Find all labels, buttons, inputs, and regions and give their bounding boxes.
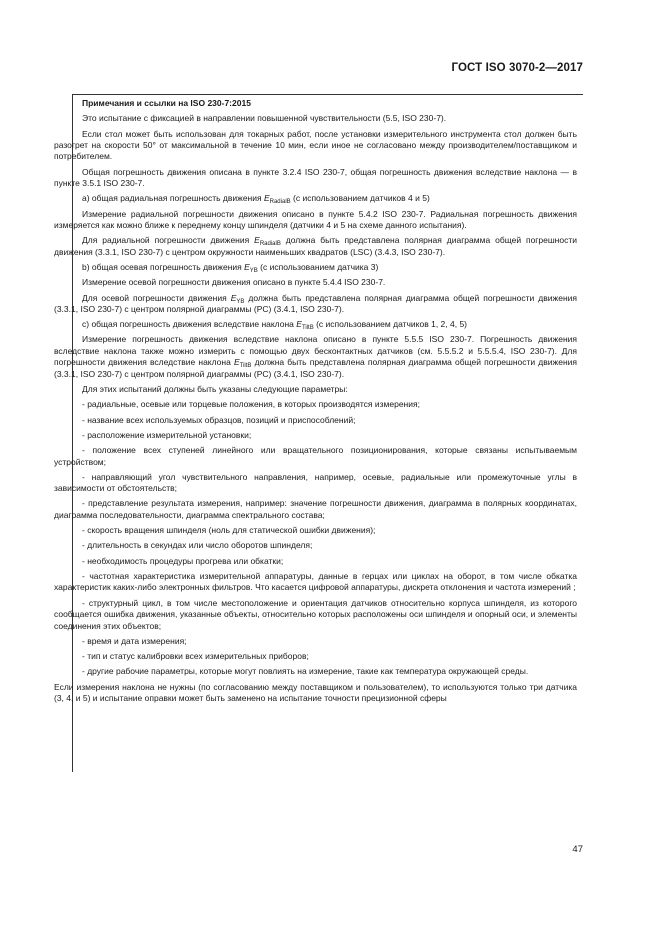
list-item: - частотная характеристика измерительной аппаратуры, данные в герцах или циклах на оборот, в том числе обкатка характеристик каких-либо электронных фильтров. Что касается цифровой аппаратуры, дискрета отклонения и частота измерений ; [54,570,577,593]
paragraph-radial-measure: Измерение радиальной погрешности движения описано в пункте 5.4.2 ISO 230-7. Радиальная погрешность движения измеряется как можно ближе к переднему концу шпинделя (датчики 4 и 5 на схеме данного испытания). [54,208,577,231]
list-item: - другие рабочие параметры, которые могут повлиять на измерение, такие как температура окружающей среды. [82,666,529,677]
notes-title: Примечания и ссылки на ISO 230-7:2015 [82,98,251,108]
list-item: - время и дата измерения; [82,635,187,646]
list-item: - направляющий угол чувствительного направления, например, осевые, радиальные или промежуточные углы в зависимости от обстоятельств; [54,471,577,494]
paragraph-warmup: Если стол может быть использован для токарных работ, после установки измерительного инструмента стол должен быть разогрет на скорости 50° от максимальной в течение 10 мин, если иное не согласовано между производителем/поставщиком и потребителем. [54,128,577,162]
list-item: - положение всех ступеней линейного или вращательного позиционирования, которые связаны испытываемым устройством; [54,445,577,467]
paragraph-tilt-optional: Если измерения наклона не нужны (по согласованию между поставщиком и пользователем), то используются только три датчика (3, 4, и 5) и испытание оправки может быть заменено на испытание точности прецизионной сферы [54,681,577,703]
list-item: - структурный цикл, в том числе местоположение и ориентация датчиков относительно корпуса шпинделя, из которого сообщается ошибка движения, указанные объекты, относительно которых расположены оси шпинделя и опорный оси, и элементы соединения этих объектов; [54,597,577,631]
list-item: - радиальные, осевые или торцевые положения, в которых производятся измерения; [82,399,420,410]
list-item: - необходимость процедуры прогрева или обкатки; [82,555,284,566]
paragraph-axial-heading: b) общая осевая погрешность движения $E_{YB}$ (с использованием датчика 3) [82,262,379,275]
paragraph-tilt-measure: Измерение погрешность движения вследствие наклона описано в пункте 5.5.5 ISO 230-7. Погрешность движения вследствие наклона также можно измерить с помощью двух бесконтактных датчиков (см. 5.5.5.2 и 5.5.5.4, ISO 230-7). Для погрешности движения вследствие наклона $E_{TiltB}$ должна быть представлена полярная диаграмма общей погрешности движения (3.3.1, ISO 230-7) с центром полярной диаграммы (PC) (3.4.1, ISO 230-7). [54,334,577,379]
paragraph-tilt-heading: c) общая погрешность движения вследствие наклона $E_{TiltB}$ (с использованием датчиков 1, 2, 4, 5) [82,319,468,332]
page-number: 47 [572,844,583,855]
list-item: - расположение измерительной установки; [82,429,252,440]
list-item: - название всех используемых образцов, позиций и приспособлений; [82,414,356,425]
paragraph-axial-measure: Измерение осевой погрешности движения описано в пункте 5.4.4 ISO 230-7. [82,277,386,288]
paragraph-axial-diagram: Для осевой погрешности движения $E_{YB}$ должна быть представлена полярная диаграмма общей погрешности движения (3.3.1, ISO 230-7) с центром полярной диаграммы (PC) (3.4.1, ISO 230-7). [54,292,577,314]
paragraph-fixation: Это испытание с фиксацией в направлении повышенной чувствительности (5.5, ISO 230-7). [82,113,447,124]
paragraph-radial-heading: а) общая радиальная погрешность движения $E_{RadialB}$ (с использованием датчиков 4 и 5) [82,193,430,206]
paragraph-total-error: Общая погрешность движения описана в пункте 3.2.4 ISO 230-7, общая погрешность движения вследствие наклона — в пункте 3.5.1 ISO 230-7. [54,166,577,189]
list-item: - скорость вращения шпинделя (ноль для статической ошибки движения); [82,525,376,536]
paragraph-radial-diagram: Для радиальной погрешности движения $E_{RadialB}$ должна быть представлена полярная диаграмма общей погрешности движения (3.3.1, ISO 230-7) с центром окружности наименьших квадратов (LSC) (3.4.3, ISO 230-7). [54,235,577,257]
list-item: - представление результата измерения, например: значение погрешности движения, диаграмма в полярных координатах, диаграмма последовательности, диаграмма спектрального состава; [54,498,577,520]
document-id: ГОСТ ISO 3070-2—2017 [451,62,583,74]
notes-content [54,98,577,704]
list-item: - тип и статус калибровки всех измерительных приборов; [82,651,309,662]
paragraph-parameters-intro: Для этих испытаний должны быть указаны следующие параметры: [82,384,348,395]
list-item: - длительность в секундах или число оборотов шпинделя; [82,540,313,551]
